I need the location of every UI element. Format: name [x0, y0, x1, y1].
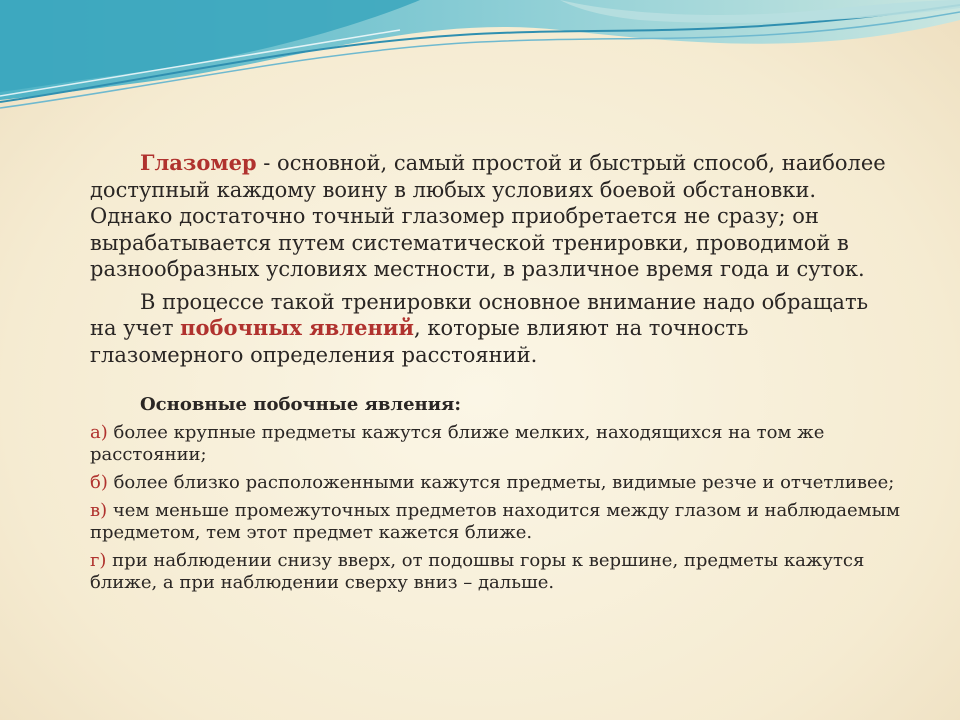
paragraph-training-before: В процессе такой тренировки основное внимание надо обращать на учет — [90, 289, 868, 340]
slide-content — [90, 150, 900, 600]
list-item-text: при наблюдении снизу вверх, от подошвы горы к вершине, предметы кажутся ближе, а при наблюдении сверху вниз – дальше. — [90, 550, 865, 593]
paragraph-training — [90, 289, 900, 369]
list-marker: в) — [90, 500, 108, 521]
paragraph-definition-text: - основной, самый простой и быстрый способ, наиболее доступный каждому воину в любых условиях боевой обстановки. Однако достаточно точный глазомер приобретается не сразу; он вырабатывается путем систематической тренировки, проводимой в разнообразных условиях местности, в различное время года и суток. — [90, 151, 886, 281]
term-side-effects: побочных явлений — [180, 315, 414, 340]
list-item — [90, 500, 900, 544]
list-marker: г) — [90, 550, 107, 571]
paragraph-training-after: , которые влияют на точность глазомерного определения расстояний. — [90, 316, 749, 367]
list-marker: б) — [90, 472, 108, 493]
list-item-text: более крупные предметы кажутся ближе мелких, находящихся на том же расстоянии; — [90, 422, 825, 465]
list-item-text: чем меньше промежуточных предметов находится между глазом и наблюдаемым предметом, тем этот предмет кажется ближе. — [90, 500, 900, 543]
list-item — [90, 550, 900, 594]
list-item — [90, 422, 900, 466]
wave-decoration — [0, 0, 960, 130]
term-glazomer: Глазомер — [140, 150, 257, 175]
side-effects-heading: Основные побочные явления: — [140, 394, 461, 415]
paragraph-definition — [90, 150, 900, 283]
list-item — [90, 472, 900, 494]
side-effects-list — [90, 422, 900, 594]
list-item-text: более близко расположенными кажутся предметы, видимые резче и отчетливее; — [107, 472, 895, 493]
list-marker: а) — [90, 422, 108, 443]
